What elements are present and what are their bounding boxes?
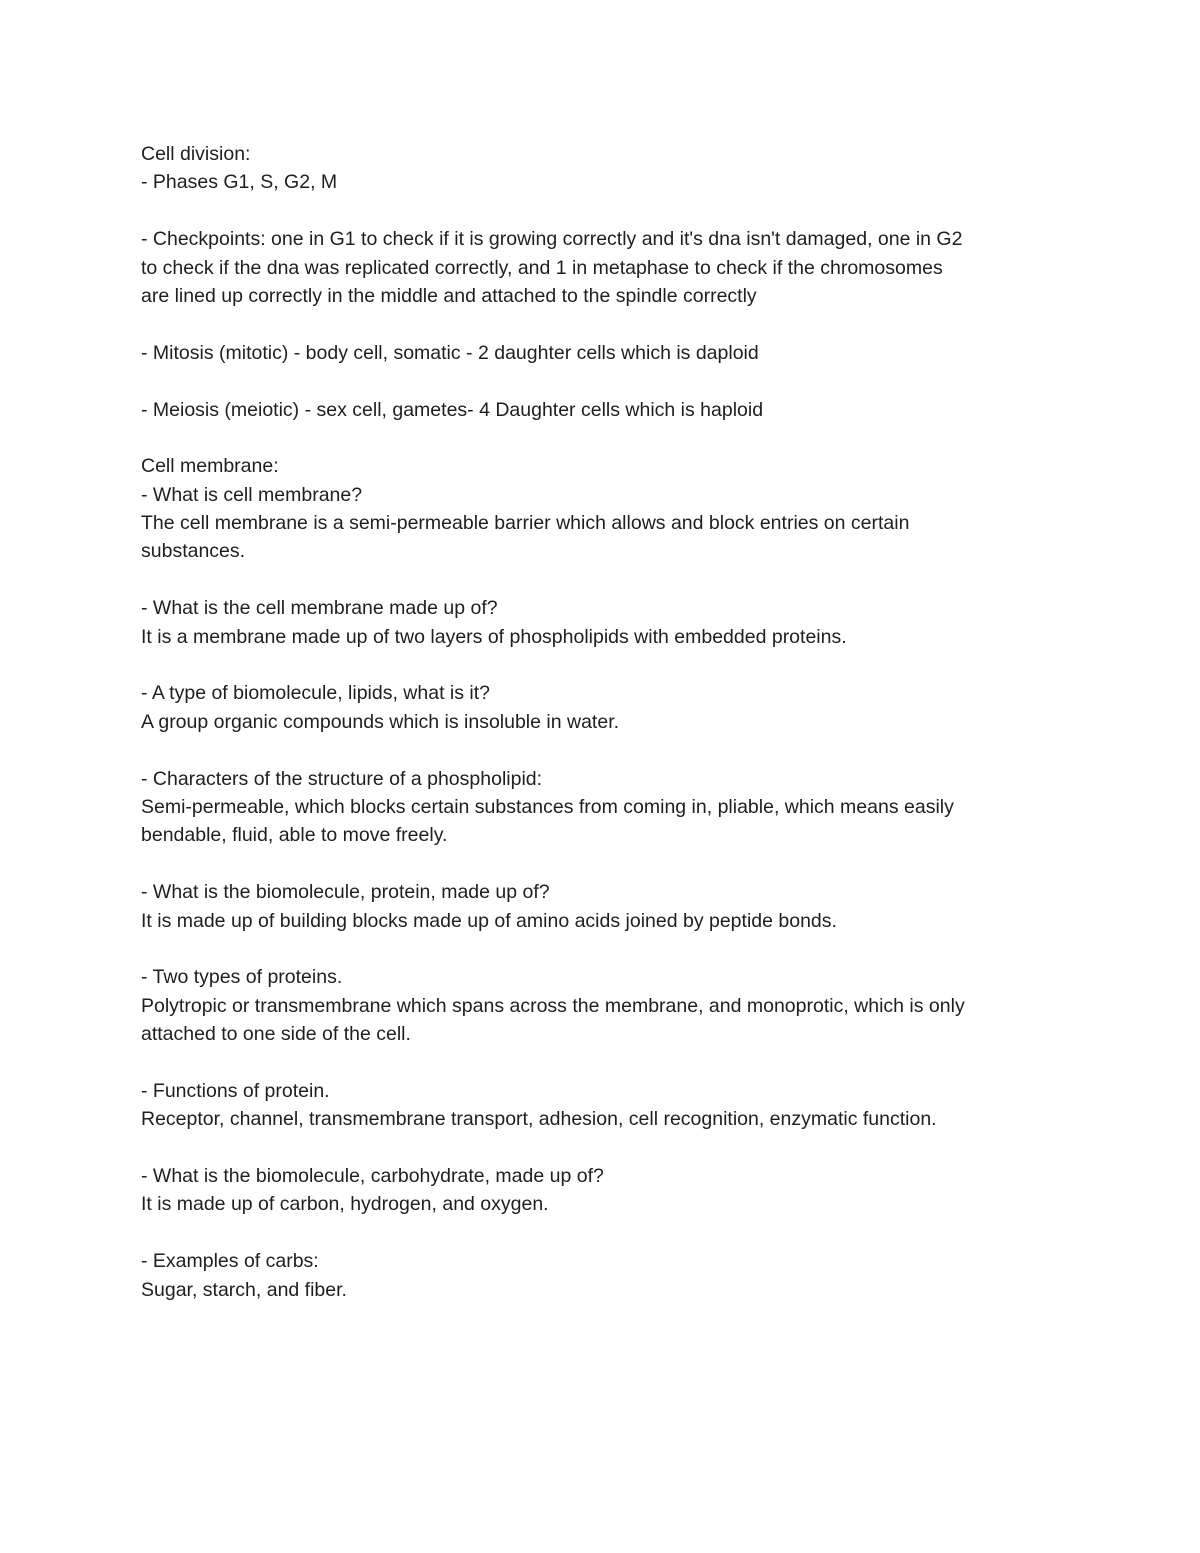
text-line: Receptor, channel, transmembrane transport, adhesion, cell recognition, enzymatic function.: [141, 1108, 937, 1131]
blank-line: [141, 935, 1081, 963]
text-line: - What is cell membrane?: [141, 483, 363, 506]
blank-line: [141, 1049, 1081, 1077]
text-line: Polytropic or transmembrane which spans across the membrane, and monoprotic, which is only: [141, 994, 965, 1017]
text-line: A group organic compounds which is insoluble in water.: [141, 710, 620, 733]
text-line: Sugar, starch, and fiber.: [141, 1278, 347, 1301]
text-line: It is made up of building blocks made up of amino acids joined by peptide bonds.: [141, 909, 837, 932]
text-line: - A type of biomolecule, lipids, what is it?: [141, 682, 491, 705]
blank-line: [141, 850, 1081, 878]
text-line: - What is the biomolecule, protein, made up of?: [141, 881, 550, 904]
text-line: are lined up correctly in the middle and attached to the spindle correctly: [141, 284, 757, 307]
blank-line: [141, 197, 1081, 225]
blank-line: [141, 1134, 1081, 1162]
document-page: [141, 140, 1081, 1304]
text-line: - Two types of proteins.: [141, 966, 343, 989]
text-line: - Examples of carbs:: [141, 1250, 319, 1273]
text-line: - What is the cell membrane made up of?: [141, 597, 498, 620]
text-line: - Functions of protein.: [141, 1079, 330, 1102]
text-line: Cell division:: [141, 143, 251, 165]
blank-line: [141, 651, 1081, 679]
text-line: Cell membrane:: [141, 455, 279, 478]
text-line: - Meiosis (meiotic) - sex cell, gametes- 4 Daughter cells which is haploid: [141, 398, 764, 421]
text-line: substances.: [141, 540, 246, 563]
blank-line: [141, 1219, 1081, 1247]
text-line: Semi-permeable, which blocks certain substances from coming in, pliable, which means easily: [141, 795, 954, 818]
text-line: - Phases G1, S, G2, M: [141, 171, 338, 194]
text-line: - Characters of the structure of a phospholipid:: [141, 767, 543, 790]
text-line: It is a membrane made up of two layers of phospholipids with embedded proteins.: [141, 625, 847, 648]
text-line: - What is the biomolecule, carbohydrate, made up of?: [141, 1165, 604, 1188]
text-line: attached to one side of the cell.: [141, 1023, 411, 1046]
blank-line: [141, 367, 1081, 395]
text-line: to check if the dna was replicated correctly, and 1 in metaphase to check if the chromosomes: [141, 256, 943, 279]
text-line: It is made up of carbon, hydrogen, and oxygen.: [141, 1193, 549, 1216]
blank-line: [141, 566, 1081, 594]
text-line: - Checkpoints: one in G1 to check if it is growing correctly and it's dna isn't damaged, one in G2: [141, 228, 963, 251]
text-line: - Mitosis (mitotic) - body cell, somatic - 2 daughter cells which is daploid: [141, 341, 759, 364]
blank-line: [141, 424, 1081, 452]
blank-line: [141, 310, 1081, 338]
text-line: The cell membrane is a semi-permeable barrier which allows and block entries on certain: [141, 512, 910, 535]
text-line: bendable, fluid, able to move freely.: [141, 824, 448, 847]
blank-line: [141, 736, 1081, 764]
